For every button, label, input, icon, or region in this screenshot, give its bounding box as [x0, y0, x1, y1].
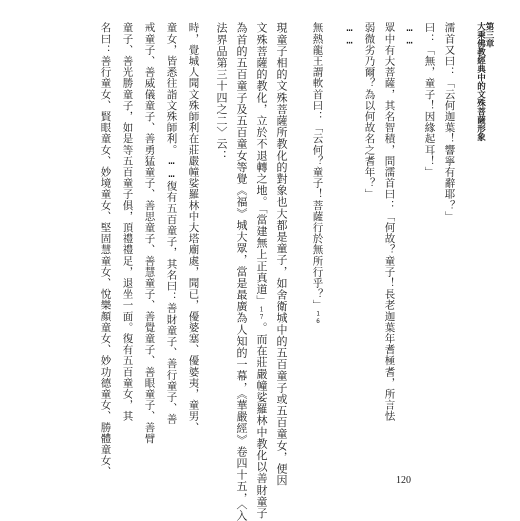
quote-text: 無熱龍王謂軟首曰：「云何？童子！菩薩行於無所行乎？」 — [311, 22, 324, 311]
body-line: 現童子相的文殊菩薩所教化的對象也大都是童子，如舍衛城中的五百童子或五百童女，便因 — [275, 22, 288, 486]
quote-line: 名曰：善行童女、賢眼童女、妙境童女、堅固慧童女、悅樂顏童女、妙功德童女、勝體童女、 — [99, 22, 112, 478]
footnote-marker: 16 — [314, 310, 322, 326]
body-line: 法界品第三十四之二〉云： — [215, 22, 228, 162]
quote-line: 弱微劣乃爾？為以何故名之耆年？」 — [363, 22, 376, 200]
running-header — [476, 22, 493, 141]
chapter-label: 第三章 — [484, 22, 494, 48]
quote-line: 曰：「無，童子！因緣起耳！」 — [423, 22, 436, 178]
body-text: 「當建無上正真道」 — [255, 207, 268, 307]
quote-line: …… — [343, 22, 356, 48]
quote-line: 時，覺城人聞文殊師利在莊嚴幢娑羅林中大塔廟處，聞已，優婆塞、優婆夷，童男、 — [187, 22, 200, 433]
body-text: 文殊菩薩的教化，立於不退轉之地。 — [255, 22, 268, 208]
page-number: 120 — [396, 475, 411, 486]
footnote-marker: 17 — [258, 306, 265, 322]
quote-line: 戒童子、善威儀童子、善勇猛童子、善思童子、善慧童子、善覺童子、善眼童子、善臂 — [143, 22, 156, 444]
quote-line: 眾中有大菩薩，其名智積，問濡首曰：「何故？童子！長老迦葉年耆極耆，所言怯 — [383, 22, 396, 422]
quote-line: 童女，皆悉往詣文殊師利。……復有五百童子，其名曰：善財童子、善行童子、善 — [165, 22, 178, 425]
body-text: 。而在莊嚴幢娑羅林中教化以善財童子 — [255, 321, 268, 519]
quote-line — [312, 22, 323, 326]
quote-line: 濡首又曰：「云何迦葉！響寧有辭耶？」 — [443, 22, 456, 222]
quote-line: 童子、善光勝童子，如是等五百童子俱，頂禮禮足，退坐一面。復有五百童女，其 — [121, 22, 134, 422]
chapter-title: 大乘佛教經典中的文殊菩薩形象 — [475, 22, 486, 141]
quote-line: …… — [403, 22, 416, 48]
body-line — [256, 22, 267, 519]
body-line: 為首的五百童子及五百童女等覺《福》城大眾，當是最廣為人知的一幕，《華嚴經》卷四十五，〈入 — [235, 22, 248, 521]
